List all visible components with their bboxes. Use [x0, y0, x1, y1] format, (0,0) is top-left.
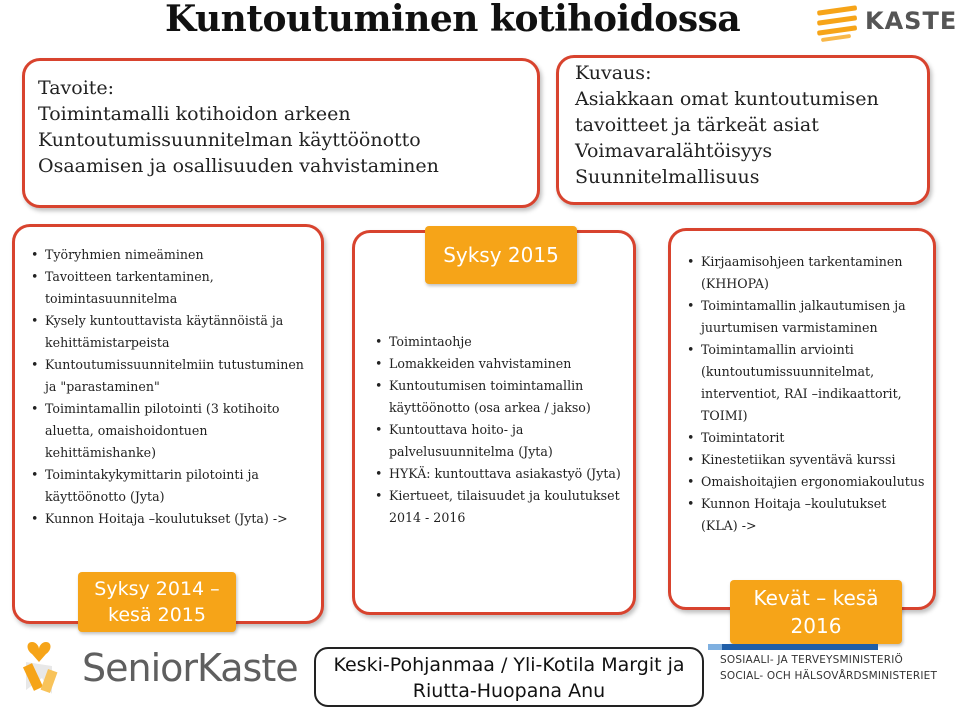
phase1-list [31, 244, 309, 530]
list-item: • Toimintaohje [375, 331, 621, 353]
list-item: • Toimintamallin arviointi (kuntoutumissuunnitelmat, interventiot, RAI –indikaattorit, TOIMI) [687, 339, 925, 427]
phase3-badge [730, 580, 902, 644]
description-heading: Kuvaus: [575, 62, 652, 84]
phase1-box [12, 224, 324, 624]
list-item: • HYKÄ: kuntouttava asiakastyö (Jyta) [375, 463, 621, 485]
list-item: • Toimintamallin pilotointi (3 kotihoito aluetta, omaishoidontuen kehittämishanke) [31, 398, 309, 464]
description-line: Voimavaralähtöisyys [575, 140, 773, 162]
goal-line: Toimintamalli kotihoidon arkeen [38, 103, 351, 125]
list-item: • Tavoitteen tarkentaminen, toimintasuunnitelma [31, 266, 309, 310]
phase3-badge-line: 2016 [790, 614, 842, 638]
goal-heading: Tavoite: [38, 77, 115, 99]
goal-box [22, 58, 540, 208]
ministry-logo-line: SOSIAALI- JA TERVEYSMINISTERIÖ [720, 654, 903, 666]
list-item: • Kuntoutumisen toimintamallin käyttöönotto (osa arkea / jakso) [375, 375, 621, 419]
phase1-badge [78, 572, 236, 632]
seniorkaste-logo [20, 640, 310, 700]
phase1-badge-line: Syksy 2014 – [94, 578, 220, 600]
list-item: • Kuntouttava hoito- ja palvelusuunnitelma (Jyta) [375, 419, 621, 463]
description-box [556, 55, 930, 205]
phase2-badge: Syksy 2015 [425, 226, 577, 284]
credit-line: Keski-Pohjanmaa / Yli-Kotila Margit ja [333, 654, 685, 676]
seniorkaste-logo-text: SeniorKaste [82, 646, 298, 690]
list-item: • Kunnon Hoitaja –koulutukset (Jyta) -> [31, 508, 309, 530]
phase3-badge-line: Kevät – kesä [753, 586, 879, 610]
list-item: • Kinestetiikan syventävä kurssi [687, 449, 925, 471]
kaste-logo-mark-icon [815, 4, 861, 44]
kaste-logo [815, 4, 958, 44]
phase2-box [352, 230, 636, 615]
list-item: • Työryhmien nimeäminen [31, 244, 309, 266]
list-item: • Toimintamallin jalkautumisen ja juurtumisen varmistaminen [687, 295, 925, 339]
list-item: • Kysely kuntouttavista käytännöistä ja kehittämistarpeista [31, 310, 309, 354]
list-item: • Kunnon Hoitaja –koulutukset (KLA) -> [687, 493, 925, 537]
seniorkaste-logo-mark-icon [22, 640, 78, 696]
description-line: tavoitteet ja tärkeät asiat [575, 114, 819, 136]
goal-line: Osaamisen ja osallisuuden vahvistaminen [38, 155, 439, 177]
description-line: Suunnitelmallisuus [575, 166, 760, 188]
goal-line: Kuntoutumissuunnitelman käyttöönotto [38, 129, 421, 151]
list-item: • Omaishoitajien ergonomiakoulutus [687, 471, 925, 493]
credit-line: Riutta-Huopana Anu [412, 680, 606, 702]
ministry-logo-bar-icon [708, 642, 958, 652]
ministry-logo-line: SOCIAL- OCH HÄLSOVÅRDSMINISTERIET [720, 670, 938, 682]
description-line: Asiakkaan omat kuntoutumisen [575, 88, 879, 110]
phase3-list [687, 251, 925, 537]
list-item: • Kuntoutumissuunnitelmiin tutustuminen ja "parastaminen" [31, 354, 309, 398]
list-item: • Lomakkeiden vahvistaminen [375, 353, 621, 375]
list-item: • Kirjaamisohjeen tarkentaminen (KHHOPA) [687, 251, 925, 295]
phase3-box [668, 228, 936, 610]
kaste-logo-text: KASTE [865, 7, 958, 35]
ministry-logo [708, 648, 958, 703]
phase1-badge-line: kesä 2015 [108, 604, 206, 626]
page-title: Kuntoutuminen kotihoidossa [165, 0, 741, 40]
list-item: • Toimintakykymittarin pilotointi ja käyttöönotto (Jyta) [31, 464, 309, 508]
credit-box [314, 647, 704, 707]
list-item: • Toimintatorit [687, 427, 925, 449]
phase2-list [375, 331, 621, 529]
list-item: • Kiertueet, tilaisuudet ja koulutukset 2014 - 2016 [375, 485, 621, 529]
